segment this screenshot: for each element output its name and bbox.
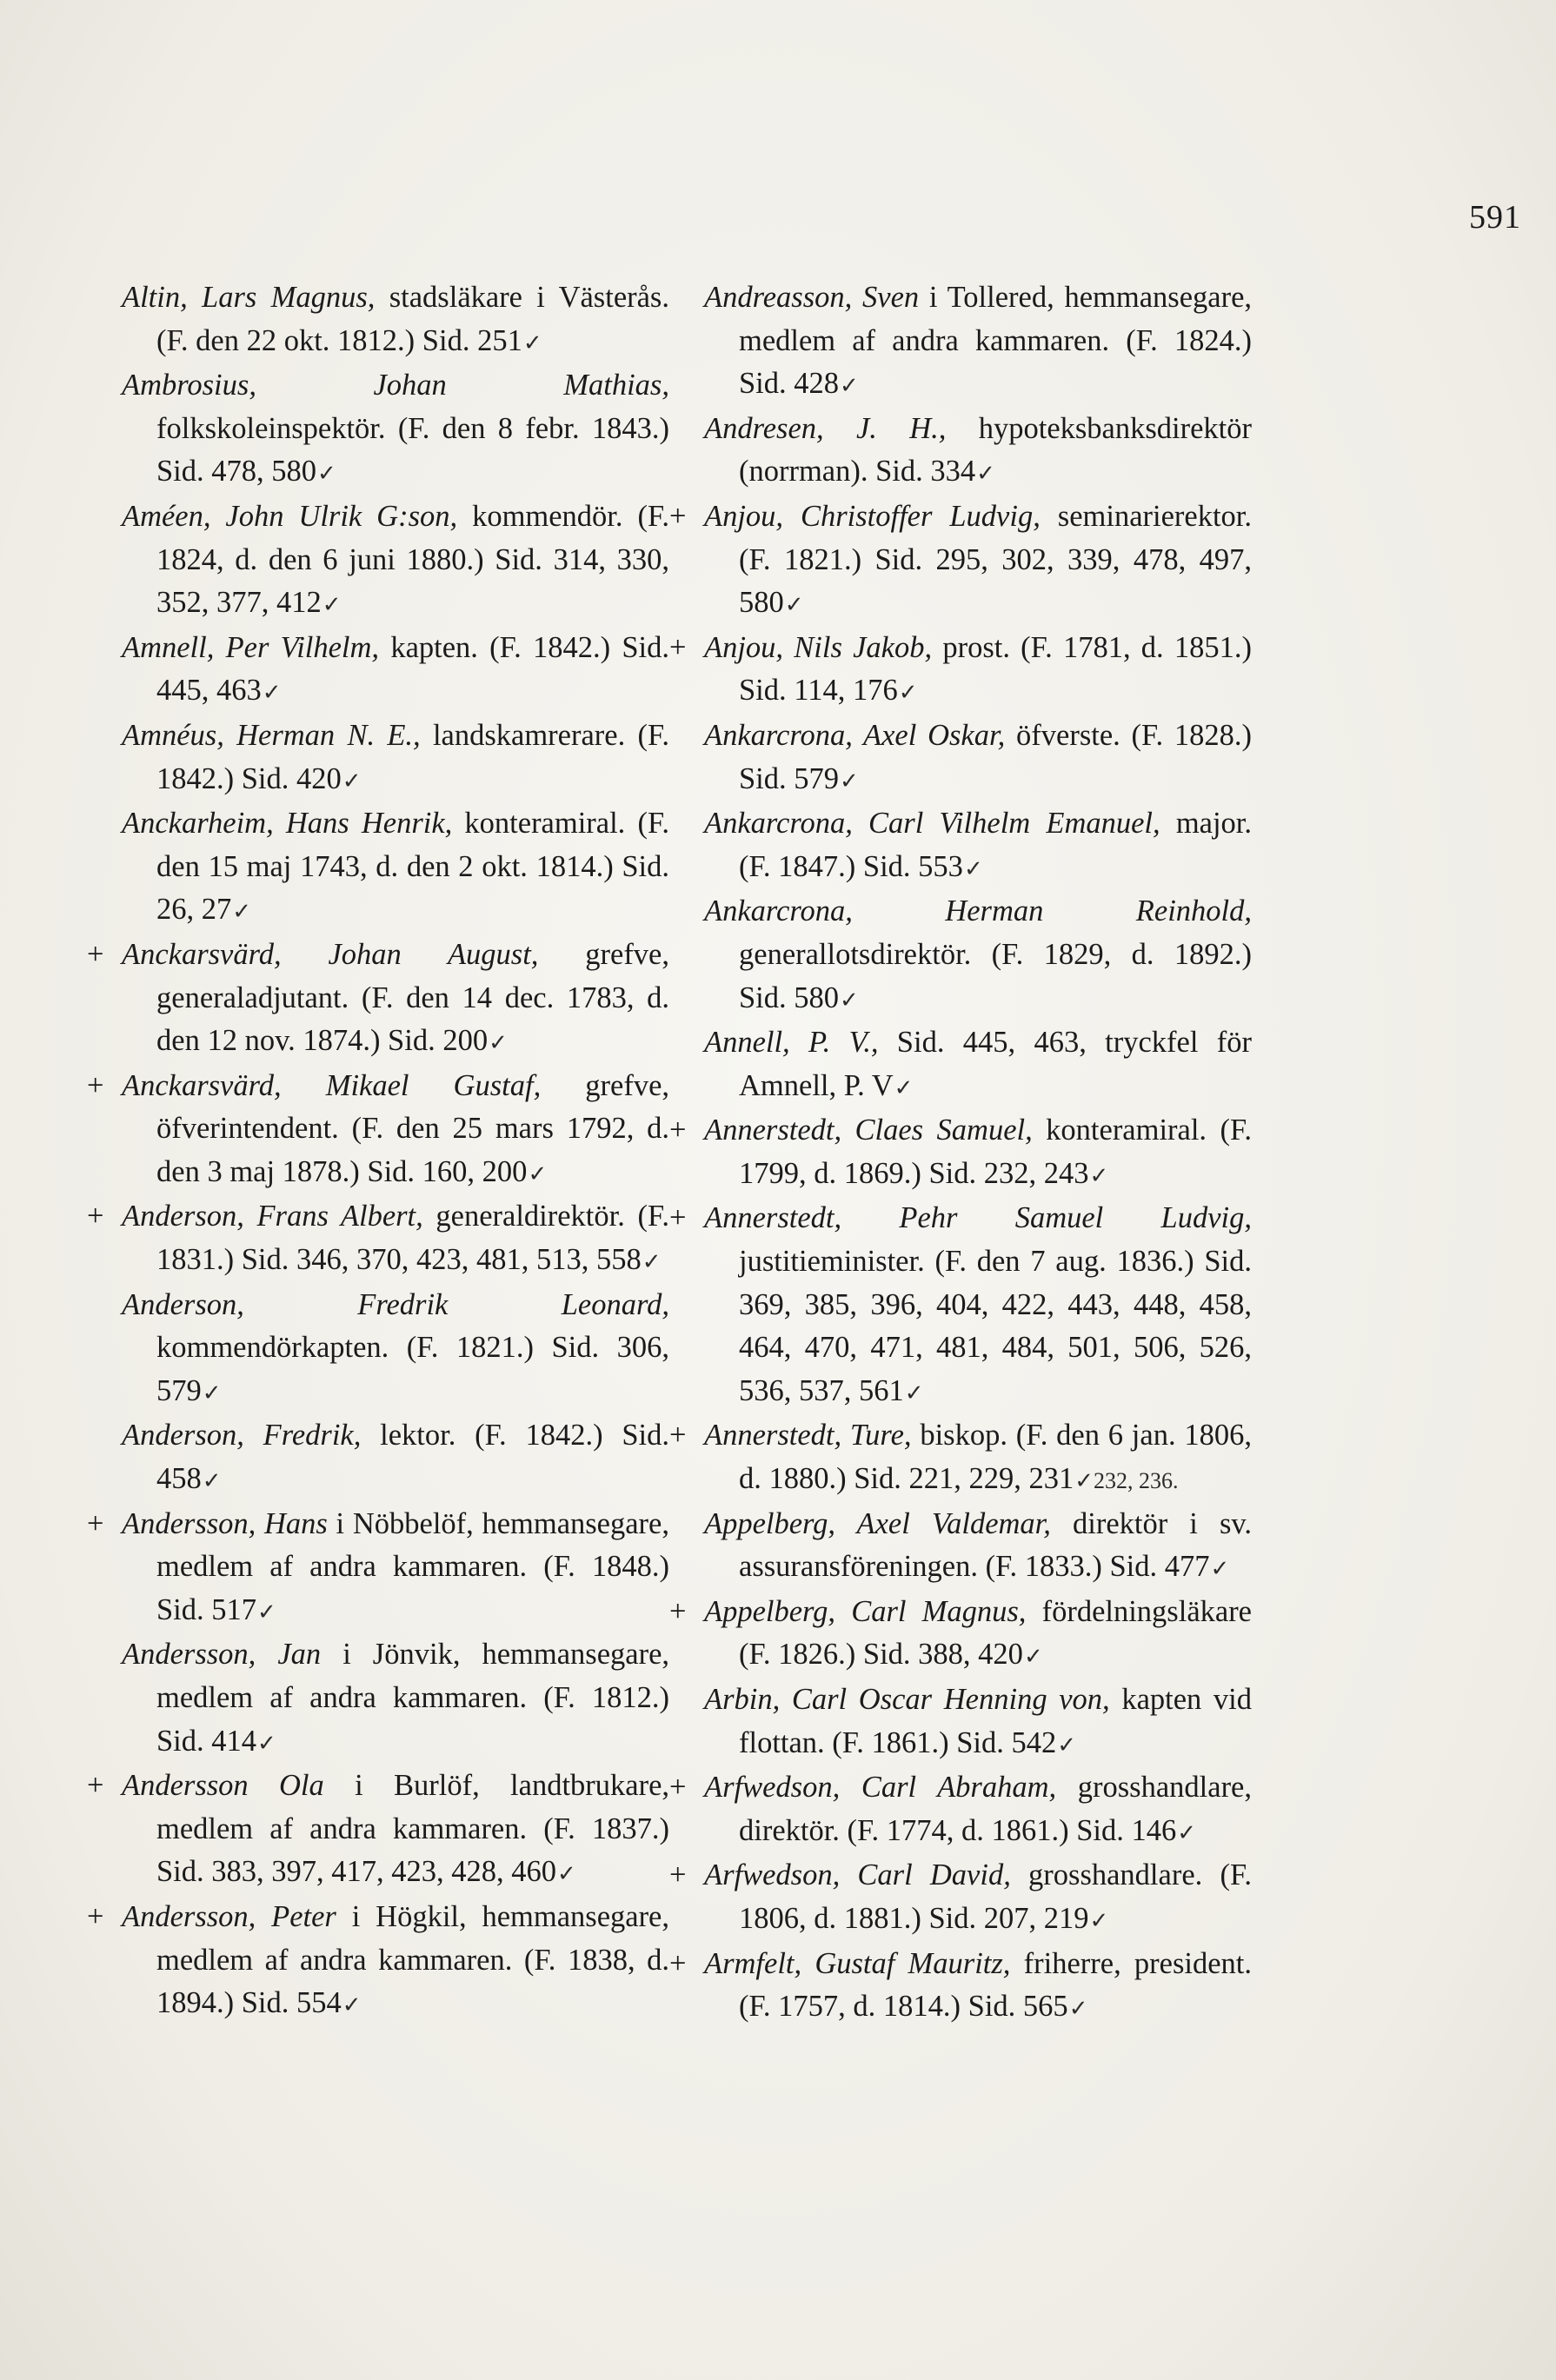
entry-text: prost. (F. 1781, d. 1851.) Sid. 114, 176 <box>739 630 1252 708</box>
handwritten-tick: ✓ <box>522 329 542 356</box>
entry-text: fördelningsläkare (F. 1826.) Sid. 388, 420 <box>739 1594 1252 1672</box>
handwritten-tick: ✓ <box>257 1730 276 1756</box>
entry-name: Armfelt, Gustaf Mauritz, <box>704 1946 1011 1980</box>
handwritten-tick: ✓ <box>322 592 342 618</box>
entry-name: Annerstedt, Claes Samuel, <box>704 1114 1033 1147</box>
entry-text: kommendörkapten. (F. 1821.) Sid. 306, 579 <box>156 1331 669 1407</box>
index-entry: + Appelberg, Carl Magnus, fördelningsläkare (F. 1826.) Sid. 388, 420✓ <box>669 1594 1252 1672</box>
entry-text: stadsläkare i Västerås. (F. den 22 okt. 1812.) Sid. 251 <box>156 281 669 357</box>
index-entry: + Anjou, Christoffer Ludvig, seminarierektor. (F. 1821.) Sid. 295, 302, 339, 478, 497, 580✓ <box>669 499 1253 620</box>
entry-text: landskamrerare. (F. 1842.) Sid. 420 <box>156 718 669 795</box>
index-entry: + Anckarsvärd, Johan August, grefve, generaladjutant. (F. den 14 dec. 1783, d. den 12 nov. 1874.) Sid. 200✓ <box>87 937 669 1058</box>
handwritten-tick: ✓ <box>1210 1556 1230 1582</box>
entry-name: Andersson, Jan <box>122 1638 322 1672</box>
entry-name: Anderson, Fredrik, <box>122 1419 362 1453</box>
handwritten-tick: ✓ <box>232 899 252 925</box>
entry-name: Anckarheim, Hans Henrik, <box>122 807 453 841</box>
entry-name: Annerstedt, Ture, <box>704 1419 912 1453</box>
entry-name: Ambrosius, Johan Mathias, <box>122 369 669 402</box>
entry-name: Anckarsvärd, Mikael Gustaf, <box>122 1068 542 1102</box>
entry-text: konteramiral. (F. den 15 maj 1743, d. den 2 okt. 1814.) Sid. 26, 27 <box>156 807 669 927</box>
entry-name: Arbin, Carl Oscar Henning von, <box>704 1683 1110 1716</box>
entry-text: kommendör. (F. 1824, d. den 6 juni 1880.) Sid. 314, 330, 352, 377, 412 <box>156 499 669 620</box>
handwritten-tick: ✓ <box>202 1379 222 1406</box>
entry-name: Anjou, Christoffer Ludvig, <box>704 499 1041 533</box>
entry-name: Amnell, Per Vilhelm, <box>122 630 380 664</box>
handwritten-tick: ✓ <box>1089 1907 1109 1933</box>
index-entry <box>704 408 1252 495</box>
entry-name: Appelberg, Axel Valdemar, <box>704 1506 1051 1540</box>
entry-name: Annerstedt, Pehr Samuel Ludvig, <box>704 1201 1252 1235</box>
handwritten-tick: ✓ <box>557 1861 576 1887</box>
handwritten-tick: ✓ <box>528 1160 548 1187</box>
entry-name: Anjou, Nils Jakob, <box>704 630 933 664</box>
entry-text: i Tollered, hemmansegare, medlem af andra kammaren. (F. 1824.) Sid. 428 <box>739 281 1253 401</box>
index-entry <box>122 802 669 934</box>
handwritten-tick: ✓ <box>489 1030 508 1056</box>
entry-text: konteramiral. (F. 1799, d. 1869.) Sid. 232, 243 <box>739 1114 1253 1190</box>
entry-text: i Högkil, hemmansegare, medlem af andra kammaren. (F. 1838, d. 1894.) Sid. 554 <box>156 1899 669 2020</box>
index-entry: + Andersson, Hans i Nöbbelöf, hemmansegare, medlem af andra kammaren. (F. 1848.) Sid. 517✓ <box>87 1506 669 1626</box>
entry-text: öfverste. (F. 1828.) Sid. 579 <box>739 718 1252 795</box>
handwritten-tick: ✓ <box>904 1379 924 1406</box>
index-entry: + Anckarsvärd, Mikael Gustaf, grefve, öfverintendent. (F. den 25 mars 1792, d. den 3 maj 1878.) Sid. 160, 200✓ <box>87 1068 670 1188</box>
entry-text: seminarierektor. (F. 1821.) Sid. 295, 302, 339, 478, 497, 580 <box>739 499 1253 620</box>
handwritten-tick: ✓ <box>963 855 983 881</box>
handwritten-tick: ✓ <box>642 1249 662 1275</box>
entry-name: Ankarcrona, Herman Reinhold, <box>704 894 1252 928</box>
entry-text: generallotsdirektör. (F. 1829, d. 1892.) Sid. 580 <box>739 937 1252 1014</box>
entry-text: hypoteksbanksdirektör (norrman). Sid. 334 <box>739 411 1253 489</box>
entry-text: folkskoleinspektör. (F. den 8 febr. 1843.) Sid. 478, 580 <box>156 411 669 489</box>
index-entry <box>122 364 669 495</box>
entry-name: Andresen, J. H., <box>704 411 947 445</box>
index-entry <box>122 1633 669 1765</box>
index-entry: + Anderson, Frans Albert, generaldirektör. (F. 1831.) Sid. 346, 370, 423, 481, 513, 558✓ <box>87 1200 670 1277</box>
index-entry: + Andersson, Peter i Högkil, hemmansegare, medlem af andra kammaren. (F. 1838, d. 1894.) Sid. 554✓ <box>87 1899 669 2020</box>
index-entry <box>704 1679 1252 1766</box>
index-entry <box>122 276 669 364</box>
handwritten-tick: ✓ <box>1089 1162 1109 1188</box>
handwritten-tick: ✓ <box>840 768 859 794</box>
handwritten-tick: ✓ <box>1057 1732 1077 1758</box>
handwritten-tick: ✓ <box>784 592 804 618</box>
entry-text: friherre, president. (F. 1757, d. 1814.) Sid. 565 <box>739 1946 1252 2024</box>
handwritten-tick: ✓ <box>1068 1996 1088 2022</box>
index-entry: + Arfwedson, Carl David, grosshandlare. (F. 1806, d. 1881.) Sid. 207, 219✓ <box>669 1858 1252 1935</box>
entry-text: generaldirektör. (F. 1831.) Sid. 346, 370, 423, 481, 513, 558 <box>156 1200 670 1277</box>
handwritten-tick: ✓ <box>1177 1819 1197 1845</box>
handwritten-tick: ✓ <box>342 1992 362 2018</box>
index-entry: + Anjou, Nils Jakob, prost. (F. 1781, d. 1851.) Sid. 114, 176✓ <box>669 630 1252 708</box>
handwritten-tick: ✓ <box>202 1468 222 1494</box>
index-entry <box>122 715 669 802</box>
handwritten-tick: ✓ <box>894 1074 914 1100</box>
right-column <box>669 276 1253 2031</box>
entry-name: Appelberg, Carl Magnus, <box>704 1594 1027 1628</box>
index-entry <box>704 276 1252 408</box>
entry-text: kapten. (F. 1842.) Sid. 445, 463 <box>156 630 670 708</box>
index-entry: + Armfelt, Gustaf Mauritz, friherre, president. (F. 1757, d. 1814.) Sid. 565✓ <box>669 1946 1252 2024</box>
entry-text: grefve, öfverintendent. (F. den 25 mars 1792, d. den 3 maj 1878.) Sid. 160, 200 <box>156 1068 670 1188</box>
entry-text: grefve, generaladjutant. (F. den 14 dec. 1783, d. den 12 nov. 1874.) Sid. 200 <box>156 937 669 1058</box>
index-entry <box>704 1503 1252 1591</box>
index-entry: + Arfwedson, Carl Abraham, grosshandlare, direktör. (F. 1774, d. 1861.) Sid. 146✓ <box>669 1771 1252 1847</box>
entry-text: kapten vid flottan. (F. 1861.) Sid. 542 <box>739 1683 1253 1759</box>
entry-name: Andersson, Peter <box>122 1899 336 1933</box>
index-entry: + Annerstedt, Ture, biskop. (F. den 6 jan. 1806, d. 1880.) Sid. 221, 229, 231✓232, 236. <box>669 1419 1253 1496</box>
entry-name: Améen, John Ulrik G:son, <box>122 499 458 533</box>
handwritten-tick: ✓ <box>840 987 859 1013</box>
index-entry <box>122 1414 669 1502</box>
page-number: 591 <box>1469 199 1521 236</box>
entry-text: major. (F. 1847.) Sid. 553 <box>739 807 1253 883</box>
handwritten-tick: ✓ <box>976 461 995 487</box>
entry-name: Amnéus, Herman N. E., <box>122 718 421 752</box>
entry-name: Andersson Ola <box>122 1769 324 1803</box>
entry-text: i Burlöf, landtbrukare, medlem af andra kammaren. (F. 1837.) Sid. 383, 397, 417, 423, 428, 460 <box>156 1769 670 1889</box>
index-entry: + Annerstedt, Claes Samuel, konteramiral. (F. 1799, d. 1869.) Sid. 232, 243✓ <box>669 1114 1253 1190</box>
index-entry <box>704 802 1252 890</box>
handwritten-tick: ✓ <box>262 680 282 706</box>
index-entry: + Annerstedt, Pehr Samuel Ludvig, justitieminister. (F. den 7 aug. 1836.) Sid. 369, 385, 396, 404, 422, 443, 448, 458, 464, 470, 471, 481, 484, 501, 506, 526, 536, 537, 561✓ <box>669 1201 1252 1407</box>
entry-text: grosshandlare. (F. 1806, d. 1881.) Sid. 207, 219 <box>739 1858 1252 1935</box>
entry-name: Arfwedson, Carl Abraham, <box>704 1771 1057 1805</box>
index-entry <box>122 1284 669 1415</box>
entry-name: Anckarsvärd, Johan August, <box>122 937 539 971</box>
handwritten-tick: ✓ <box>342 768 362 794</box>
entry-text: grosshandlare, direktör. (F. 1774, d. 1861.) Sid. 146 <box>739 1771 1252 1847</box>
handwritten-tick: ✓ <box>317 461 336 487</box>
index-entry <box>704 715 1252 802</box>
entry-text: justitieminister. (F. den 7 aug. 1836.) Sid. 369, 385, 396, 404, 422, 443, 448, 458, 464, 470, 471, 481, 484, 501, 506, 526, 536, 537, 561 <box>739 1245 1252 1407</box>
index-entry <box>122 495 669 627</box>
index-entry <box>704 890 1252 1021</box>
entry-name: Altin, Lars Magnus, <box>122 281 376 314</box>
index-entry: + Andersson Ola i Burlöf, landtbrukare, medlem af andra kammaren. (F. 1837.) Sid. 383, 397, 417, 423, 428, 460✓ <box>87 1769 670 1889</box>
entry-text: lektor. (F. 1842.) Sid. 458 <box>156 1419 669 1496</box>
handwritten-tick: ✓232, 236. <box>1074 1468 1179 1494</box>
entry-text: i Jönvik, hemmansegare, medlem af andra kammaren. (F. 1812.) Sid. 414 <box>156 1638 670 1758</box>
entry-name: Anderson, Fredrik Leonard, <box>122 1287 669 1321</box>
entry-name: Arfwedson, Carl David, <box>704 1858 1011 1892</box>
handwritten-tick: ✓ <box>257 1599 276 1625</box>
entry-text: biskop. (F. den 6 jan. 1806, d. 1880.) Sid. 221, 229, 231 <box>739 1419 1253 1496</box>
entry-text: Sid. 445, 463, tryckfel för Amnell, P. V <box>739 1026 1252 1102</box>
entry-name: Ankarcrona, Carl Vilhelm Emanuel, <box>704 807 1160 841</box>
handwritten-tick: ✓ <box>840 373 859 399</box>
index-entry <box>122 627 669 715</box>
index-entry <box>704 1021 1252 1109</box>
handwritten-tick: ✓ <box>898 680 918 706</box>
entry-name: Andreasson, Sven <box>704 281 920 314</box>
entry-name: Annell, P. V., <box>704 1026 879 1060</box>
entry-name: Anderson, Frans Albert, <box>122 1200 423 1233</box>
entry-text: direktör i sv. assuransföreningen. (F. 1833.) Sid. 477 <box>739 1506 1253 1584</box>
left-column <box>87 276 670 2027</box>
handwritten-tick: ✓ <box>1023 1644 1043 1670</box>
entry-name: Ankarcrona, Axel Oskar, <box>704 718 1006 752</box>
entry-name: Andersson, Hans <box>122 1506 328 1540</box>
entry-text: i Nöbbelöf, hemmansegare, medlem af andra kammaren. (F. 1848.) Sid. 517 <box>156 1506 669 1626</box>
